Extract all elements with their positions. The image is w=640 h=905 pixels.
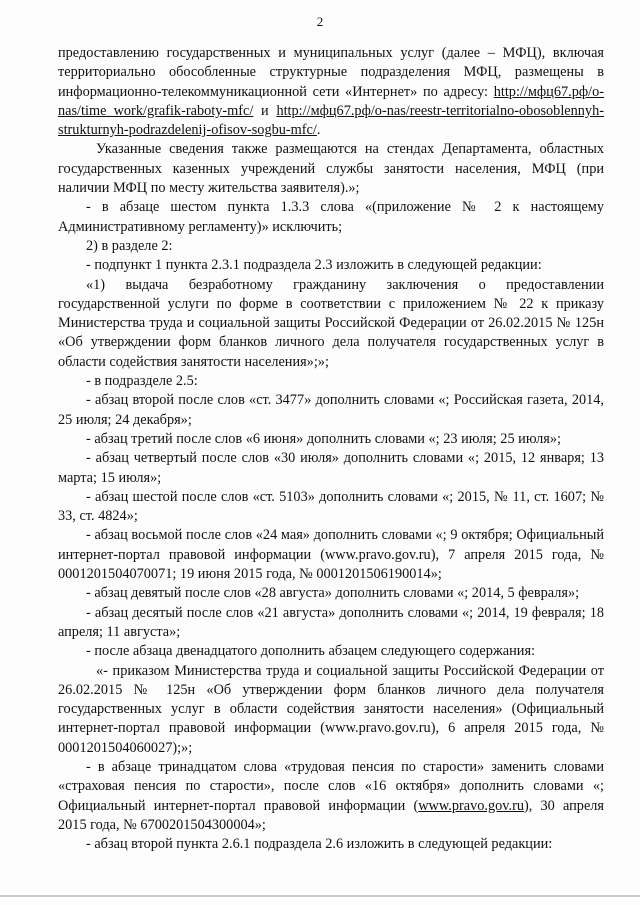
paragraph-after-12: - после абзаца двенадцатого дополнить абзацем следующего содержания:: [86, 643, 535, 660]
paragraph-abzac-2: - абзац второй после слов «ст. 3477» дополнить словами «; Российская газета, 2014, 25 июля; 24 декабря»;: [58, 392, 604, 428]
document-body: [58, 44, 604, 854]
paragraph-abzac-4: - абзац четвертый после слов «30 июля» дополнить словами «; 2015, 12 января; 13 марта; 15 июля»;: [58, 450, 604, 486]
link-mfc-schedule[interactable]: http://мфц67.рф/o-nas/time_work/grafik-raboty-mfc/: [58, 83, 604, 119]
paragraph-abzac-6: - абзац шестой после слов «ст. 5103» дополнить словами «; 2015, № 11, ст. 1607; № 33, ст. 4824»;: [58, 488, 604, 525]
paragraph-abzac-3: - абзац третий после слов «6 июня» дополнить словами «; 23 июля; 25 июля»;: [86, 430, 561, 447]
page-number: 2: [316, 14, 324, 29]
paragraph-subsection-2-5: - в подразделе 2.5:: [86, 373, 198, 390]
conjunction-text: и: [253, 102, 277, 119]
link-mfc-registry[interactable]: http://мфц67.рф/o-nas/reestr-territorialno-obosoblennyh-strukturnyh-podrazdelenij-ofisov-sogbu-mfc/: [58, 102, 604, 139]
paragraph-2-6-1: - абзац второй пункта 2.6.1 подраздела 2.6 изложить в следующей редакции:: [86, 836, 553, 853]
paragraph-mfc-addresses: [58, 44, 604, 140]
paragraph-text: предоставлению государственных и муниципальных услуг (далее – МФЦ), включая территориально обособленные структурные подразделения МФЦ, размещены в информационно-телекоммуникационной сети «Интернет» по адресу:: [58, 45, 604, 100]
paragraph-abzac-8: - абзац восьмой после слов «24 мая» дополнить словами «; 9 октября; Официальный интернет-портал правовой информации (www.pravo.gov.ru), 7 апреля 2015 года, № 0001201504070071; 19 июня 2015 года, № 0001201506190014»;: [58, 527, 604, 583]
paragraph-tail: .: [316, 122, 321, 139]
paragraph-abzac-13: [58, 758, 604, 835]
paragraph-section-2: 2) в разделе 2:: [86, 237, 173, 254]
page-bottom-edge: [0, 895, 640, 897]
paragraph-order-125n: «- приказом Министерства труда и социальной защиты Российской Федерации от 26.02.2015 № 125н «Об утверждении форм бланков личного дела получателя государственных услуг в области содействия занятости населения» (Официальный интернет-портал правовой информации (www.pravo.gov.ru), 6 апреля 2015 года, № 0001201504060027);»;: [58, 662, 604, 756]
paragraph-conclusion: «1) выдача безработному гражданину заключения о предоставлении государственной услуги по форме в соответствии с приложением № 22 к приказу Министерства труда и социальной защиты Российской Федерации от 26.02.2015 № 125н «Об утверждении форм бланков личного дела получателя государственных услуг в области содействия занятости населения»;»;: [58, 276, 604, 370]
paragraph-text: - в абзаце тринадцатом слова «трудовая пенсия по старости» заменить словами «страховая пенсия по старости», после слов «16 октября» дополнить словами «; Официальный интернет-портал правовой информации (: [58, 758, 604, 814]
paragraph-stands: Указанные сведения также размещаются на стендах Департамента, областных государственных казенных учреждений службы занятости населения, МФЦ (при наличии МФЦ по месту жительства заявителя).»;: [58, 141, 604, 197]
paragraph-tail: ), 30 апреля 2015 года, № 6700201504300004»;: [58, 797, 605, 833]
paragraph-2-3-1: - подпункт 1 пункта 2.3.1 подраздела 2.3 изложить в следующей редакции:: [86, 257, 542, 274]
paragraph-abzac-9: - абзац девятый после слов «28 августа» дополнить словами «; 2014, 5 февраля»;: [86, 585, 580, 602]
paragraph-abzac-10: - абзац десятый после слов «21 августа» дополнить словами «; 2014, 19 февраля; 18 апреля; 11 августа»;: [58, 604, 604, 640]
link-pravo-gov[interactable]: www.pravo.gov.ru: [418, 797, 524, 814]
paragraph-1-3-3: - в абзаце шестом пункта 1.3.3 слова «(приложение № 2 к настоящему Административному регламенту)» исключить;: [58, 199, 604, 235]
